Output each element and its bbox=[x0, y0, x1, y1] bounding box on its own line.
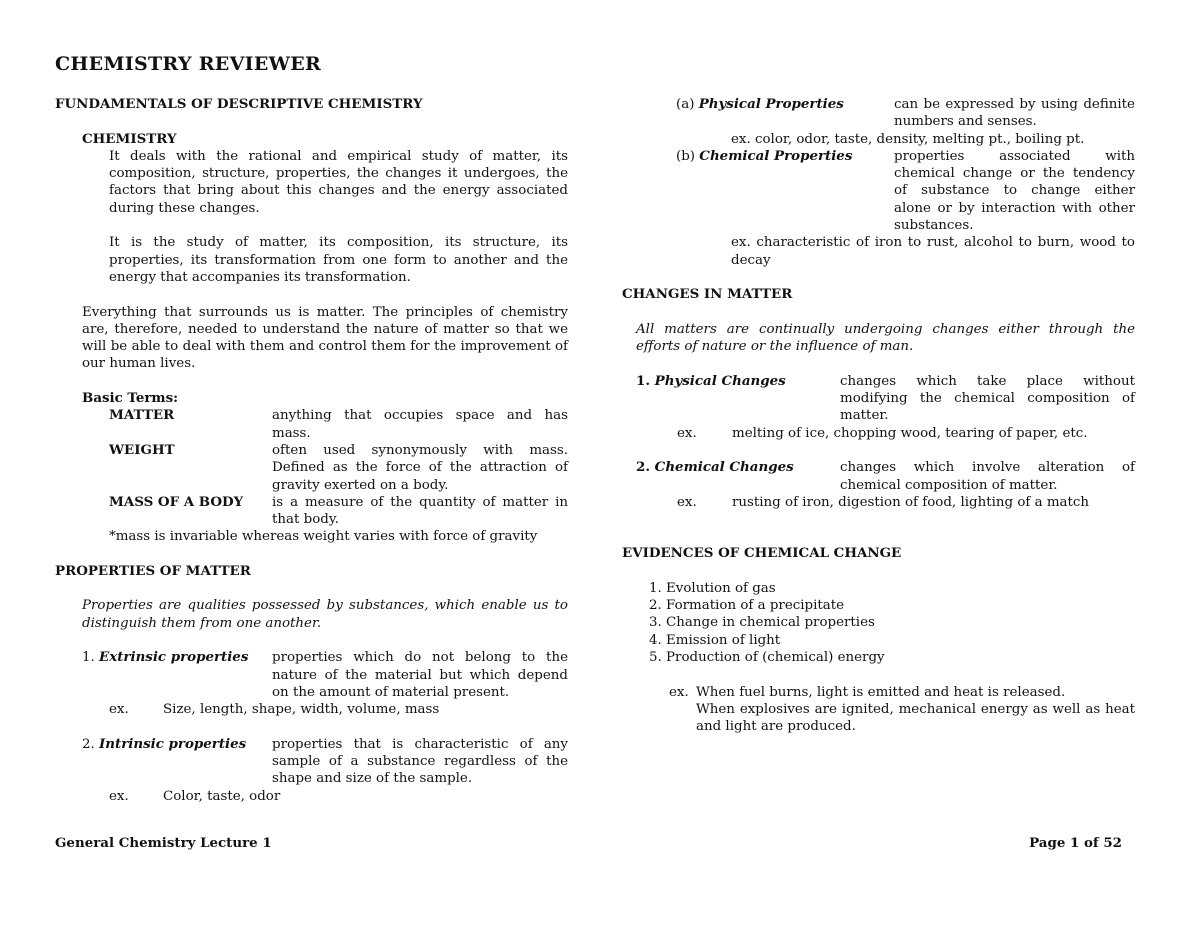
term-name: MASS OF A BODY bbox=[109, 493, 244, 510]
change-name: Chemical Changes bbox=[654, 459, 794, 476]
example-text: rusting of iron, digestion of food, lighting of a match bbox=[732, 494, 1090, 510]
mass-weight-note: *mass is invariable whereas weight varies with force of gravity bbox=[109, 529, 538, 545]
example-text: When explosives are ignited, mechanical energy as well as heat and light are produced. bbox=[696, 701, 1135, 735]
property-item bbox=[82, 649, 568, 718]
term-definition: is a measure of the quantity of matter in that body. bbox=[272, 494, 568, 528]
physical-properties-row bbox=[676, 96, 1135, 131]
list-item: 3. Change in chemical properties bbox=[649, 615, 875, 631]
example-label: ex. bbox=[109, 702, 129, 718]
list-item: 5. Production of (chemical) energy bbox=[649, 649, 885, 665]
paragraph-definition-2: It is the study of matter, its composition, its structure, its properties, its transformation from one form to another and the energy that accompanies its transformation. bbox=[109, 235, 568, 285]
section-heading-fundamentals: FUNDAMENTALS OF DESCRIPTIVE CHEMISTRY bbox=[55, 96, 423, 112]
physical-properties-definition: can be expressed by using definite numbers and senses. bbox=[894, 97, 1135, 130]
section-heading-changes: CHANGES IN MATTER bbox=[622, 286, 793, 303]
property-definition: properties that is characteristic of any sample of a substance regardless of the shape and size of the sample. bbox=[272, 736, 568, 787]
property-number: 1. bbox=[82, 650, 100, 666]
example-text: Color, taste, odor bbox=[163, 788, 281, 804]
physical-prefix: (a) bbox=[676, 97, 699, 112]
basic-terms-list bbox=[109, 407, 568, 545]
changes-intro: All matters are continually undergoing changes either through the efforts of nature or the influence of man. bbox=[636, 321, 1135, 355]
example-text: Size, length, shape, width, volume, mass bbox=[163, 702, 440, 718]
footer-course-title: General Chemistry Lecture 1 bbox=[55, 835, 272, 851]
list-item: 2. Formation of a precipitate bbox=[649, 598, 845, 614]
right-column bbox=[622, 96, 1135, 735]
term-row bbox=[109, 442, 568, 494]
property-name: Intrinsic properties bbox=[99, 735, 247, 752]
physical-properties-example: ex. color, odor, taste, density, melting pt., boiling pt. bbox=[731, 131, 1085, 147]
paragraph-definition-1: It deals with the rational and empirical study of matter, its composition, structure, properties, the changes it undergoes, the factors that bring about this changes and the energy associated during these changes. bbox=[109, 148, 568, 216]
chemical-properties-row bbox=[676, 148, 1135, 234]
paragraph-matter-intro: Everything that surrounds us is matter. The principles of chemistry are, therefore, needed to understand the nature of matter so that we will be able to deal with them and control them for the improvement of our human lives. bbox=[82, 304, 568, 372]
footer-page-number: Page 1 of 52 bbox=[1029, 835, 1122, 851]
term-definition: often used synonymously with mass. Defined as the force of the attraction of gravity exerted on a body. bbox=[272, 442, 568, 493]
change-definition: changes which involve alteration of chemical composition of matter. bbox=[840, 460, 1135, 493]
example-text: melting of ice, chopping wood, tearing of paper, etc. bbox=[732, 425, 1088, 441]
sub-heading-chemistry: CHEMISTRY bbox=[82, 130, 177, 147]
term-row bbox=[109, 407, 568, 442]
change-item bbox=[622, 373, 1135, 442]
evidence-list bbox=[649, 580, 1135, 666]
example-label: ex. bbox=[669, 684, 689, 700]
term-name: WEIGHT bbox=[109, 441, 175, 458]
change-number: 2. bbox=[636, 459, 655, 476]
chemical-prefix: (b) bbox=[676, 148, 700, 164]
evidence-examples bbox=[669, 684, 1135, 736]
example-text: When fuel burns, light is emitted and heat is released. bbox=[696, 684, 1066, 700]
section-heading-evidences: EVIDENCES OF CHEMICAL CHANGE bbox=[622, 545, 902, 562]
list-item: 1. Evolution of gas bbox=[649, 580, 776, 596]
list-item: 4. Emission of light bbox=[649, 632, 781, 648]
example-label: ex. bbox=[109, 788, 129, 804]
page-title: CHEMISTRY REVIEWER bbox=[55, 53, 322, 75]
section-heading-properties: PROPERTIES OF MATTER bbox=[55, 562, 251, 579]
change-definition: changes which take place without modifying the chemical composition of matter. bbox=[840, 373, 1135, 424]
property-item bbox=[82, 736, 568, 805]
chemical-properties-example: ex. characteristic of iron to rust, alcohol to burn, wood to decay bbox=[731, 235, 1135, 268]
term-name: MATTER bbox=[109, 407, 175, 424]
term-definition: anything that occupies space and has mass. bbox=[272, 408, 568, 441]
property-number: 2. bbox=[82, 736, 100, 752]
term-row bbox=[109, 494, 568, 529]
physical-properties-name: Physical Properties bbox=[698, 96, 844, 112]
property-definition: properties which do not belong to the nature of the material but which depend on the amount of material present. bbox=[272, 650, 568, 700]
chemical-properties-definition: properties associated with chemical change or the tendency of substance to change either alone or by interaction with other substances. bbox=[894, 148, 1135, 234]
chemical-properties-name: Chemical Properties bbox=[699, 147, 853, 164]
left-column bbox=[55, 96, 568, 805]
example-label: ex. bbox=[677, 425, 697, 441]
change-name: Physical Changes bbox=[654, 372, 786, 389]
basic-terms-label: Basic Terms: bbox=[82, 390, 179, 407]
example-label: ex. bbox=[677, 494, 697, 510]
property-name: Extrinsic properties bbox=[99, 649, 249, 666]
change-number: 1. bbox=[636, 372, 655, 389]
change-item bbox=[622, 459, 1135, 511]
properties-intro: Properties are qualities possessed by substances, which enable us to distinguish them from one another. bbox=[82, 598, 568, 631]
